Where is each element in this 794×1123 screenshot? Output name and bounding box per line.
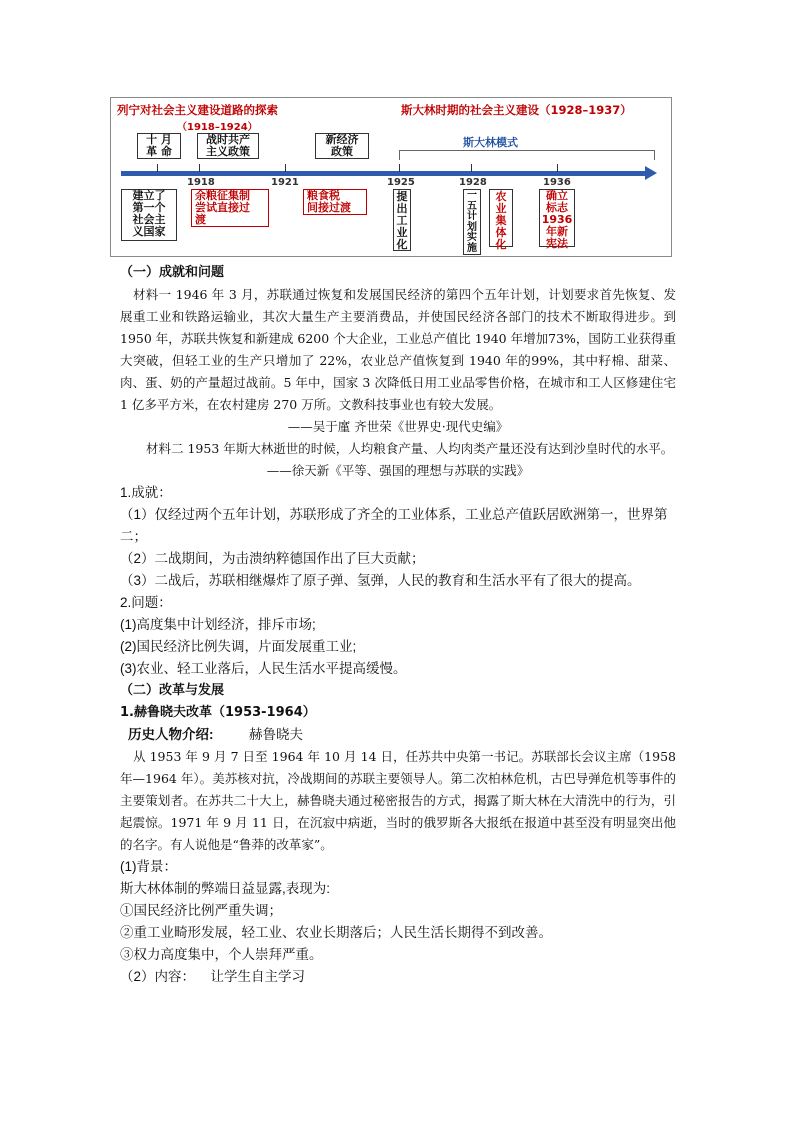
- timeline-tick: [471, 164, 472, 172]
- timeline-tick: [199, 164, 200, 172]
- timeline-year-1928: 1928: [459, 177, 487, 188]
- timeline-diagram: [110, 97, 672, 257]
- background-item-3: ③权力高度集中，个人崇拜严重。: [120, 947, 323, 962]
- timeline-tick: [157, 164, 158, 172]
- citation-two: ——徐天新《平等、强国的理想与苏联的实践》: [266, 463, 530, 478]
- reform-title: 1.赫鲁晓夫改革（1953-1964）: [120, 705, 316, 720]
- content-area: [120, 262, 676, 988]
- timeline-tick: [399, 164, 400, 172]
- timeline-bottom-box-first-socialist-state: 建立了 第一个 社会主 义国家: [121, 189, 177, 241]
- content-line: [120, 966, 676, 988]
- timeline-year-1921: 1921: [271, 177, 299, 188]
- problem-item-1: (1)高度集中计划经济，排斥市场;: [120, 617, 316, 632]
- achievements-title: 1.成就：: [120, 485, 172, 500]
- timeline-arrow-head: [645, 166, 657, 180]
- timeline-year-1936: 1936: [543, 177, 571, 188]
- material-one: 材料一 1946 年 3 月，苏联通过恢复和发展国民经济的第四个五年计划，计划要求首先恢复、发展重工业和铁路运输业，其次大量生产主要消费品，并使国民经济各部门的技术不断取得进步。到 1950 年，苏联共恢复和新建成 6200 个大企业，工业总产值比 1940 年增加73%，国防工业获得重大突破，但轻工业的生产只增加了 22%，农业总产值恢复到 1940 年的99%，其中籽棉、甜菜、肉、蛋、奶的产量超过战前。5 年中，国家 3 次降低日用工业品零售价格，在城市和工人区修建住宅 1 亿多平方米，在农村建房 270 万所。文教科技事业也有较大发展。: [120, 287, 676, 412]
- figure-bio: 从 1953 年 9 月 7 日至 1964 年 10 月 14 日，任苏共中央第一书记。苏联部长会议主席（1958 年—1964 年）。美苏核对抗，冷战期间的苏联主要领导人。第二次柏林危机，古巴导弹危机等事件的主要策划者。在苏共二十大上，赫鲁晓夫通过秘密报告的方式，揭露了斯大林在大清洗中的行为，引起震惊。1971 年 9 月 11 日，在沉寂中病逝，当时的俄罗斯各大报纸在报道中甚至没有明显突出他的名字。有人说他是“鲁莽的改革家”。: [120, 749, 676, 852]
- section-title-achievements-problems: （一）成就和问题: [120, 265, 225, 280]
- achievement-item-3: （3）二战后，苏联相继爆炸了原子弹、氢弹，人民的教育和生活水平有了很大的提高。: [120, 573, 641, 588]
- achievement-item-1: （1）仅经过两个五年计划，苏联形成了齐全的工业体系，工业总产值跃居欧洲第一，世界第二；: [120, 507, 668, 544]
- figure-name: 赫鲁晓夫: [249, 727, 304, 742]
- timeline-bottom-box-five-year-plan: 一 五 计 划 实 施: [463, 189, 481, 255]
- problem-item-3: (3)农业、轻工业落后，人民生活水平提高缓慢。: [120, 661, 407, 676]
- citation-one: ——吴于廑 齐世荣《世界史·现代史编》: [287, 419, 509, 434]
- material-two: 材料二 1953 年斯大林逝世的时候，人均粮食产量、人均肉类产量还没有达到沙皇时代的水平。: [146, 441, 674, 456]
- timeline-top-box-war-communism: 战时共产 主义政策: [197, 133, 259, 159]
- timeline-bottom-box-industrialization: 提 出 工 业 化: [393, 189, 411, 251]
- timeline-bottom-box-grain-tax: 粮食税 间接过渡: [303, 189, 367, 215]
- figure-intro-label: 历史人物介绍:: [128, 727, 214, 742]
- background-item-2: ②重工业畸形发展，轻工业、农业长期落后；人民生活长期得不到改善。: [120, 925, 552, 940]
- timeline-top-box-nep: 新经济 政策: [315, 133, 369, 159]
- timeline-year-1925: 1925: [387, 177, 415, 188]
- timeline-bottom-box-constitution-1936: 确立 标志 1936 年新 宪法: [539, 189, 575, 247]
- timeline-tick: [285, 164, 286, 172]
- problem-item-2: (2)国民经济比例失调，片面发展重工业;: [120, 639, 357, 654]
- content-title: （2）内容：: [120, 969, 196, 984]
- timeline-bottom-box-collectivization: 农 业 集 体 化: [489, 189, 513, 247]
- background-item-1: ①国民经济比例严重失调；: [120, 903, 282, 918]
- figure-intro: [120, 724, 676, 746]
- timeline-top-box-october-revolution: 十 月 革 命: [137, 133, 181, 159]
- timeline-tick: [557, 164, 558, 172]
- content-note: 让学生自主学习: [210, 969, 306, 984]
- section-title-reform: （二）改革与发展: [120, 683, 225, 698]
- problems-title: 2.问题：: [120, 595, 172, 610]
- achievement-item-2: （2）二战期间，为击溃纳粹德国作出了巨大贡献；: [120, 551, 425, 566]
- background-intro: 斯大林体制的弊端日益显露,表现为:: [120, 881, 331, 896]
- timeline-stalin-model-label: 斯大林模式: [463, 136, 518, 149]
- timeline-left-years: （1918–1924）: [177, 122, 258, 133]
- timeline-left-title: 列宁对社会主义建设道路的探索: [117, 103, 278, 117]
- background-title: (1)背景：: [120, 859, 177, 874]
- timeline-bottom-box-grain-requisition: 余粮征集制 尝试直接过 渡: [191, 189, 269, 227]
- timeline-right-title: 斯大林时期的社会主义建设（1928–1937）: [401, 103, 632, 117]
- timeline-year-1918: 1918: [187, 177, 215, 188]
- timeline-brace: [399, 150, 655, 160]
